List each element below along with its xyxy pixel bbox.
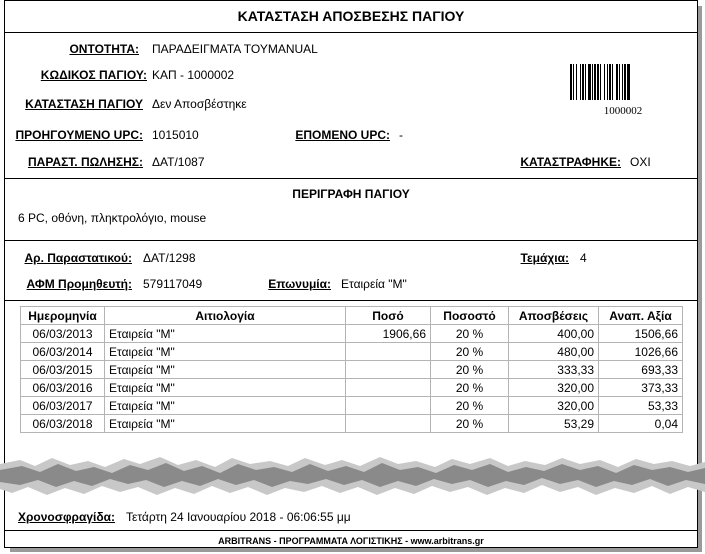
cell-residual: 693,33 (599, 361, 683, 379)
timestamp-label: Χρονοσφραγίδα: (18, 510, 116, 524)
cell-reason: Εταιρεία "Μ" (105, 397, 346, 415)
cell-depreciation: 320,00 (509, 397, 599, 415)
description-text: 6 PC, οθόνη, πληκτρολόγιο, mouse (18, 211, 207, 225)
cell-residual: 0,04 (599, 415, 683, 433)
destroyed-value: ΟΧΙ (630, 155, 651, 169)
cell-residual: 373,33 (599, 379, 683, 397)
cell-percent: 20 % (431, 415, 509, 433)
supplier-name-value: Εταιρεία "Μ" (341, 277, 407, 291)
page-shadow-bottom (10, 548, 702, 552)
sale-doc-label: ΠΑΡΑΣΤ. ΠΩΛΗΣΗΣ: (27, 155, 143, 169)
table-row (21, 379, 683, 397)
column-header-reason: Αιτιολογία (105, 307, 346, 325)
asset-status-label: ΚΑΤΑΣΤΑΣΗ ΠΑΓΙΟΥ (25, 97, 143, 111)
supplier-vat-value: 579117049 (143, 277, 203, 291)
cell-amount: 1906,66 (346, 325, 431, 343)
purchase-divider (4, 300, 698, 301)
cell-reason: Εταιρεία "Μ" (105, 325, 346, 343)
table-row (21, 343, 683, 361)
next-upc-label: ΕΠΟΜΕΝΟ UPC: (295, 128, 390, 142)
cell-amount (346, 397, 431, 415)
cell-depreciation: 320,00 (509, 379, 599, 397)
cell-date: 06/03/2016 (21, 379, 105, 397)
cell-residual: 1026,66 (599, 343, 683, 361)
cell-percent: 20 % (431, 397, 509, 415)
cell-percent: 20 % (431, 325, 509, 343)
cell-reason: Εταιρεία "Μ" (105, 415, 346, 433)
supplier-name-label: Επωνυμία: (268, 277, 331, 291)
next-upc-value: - (399, 128, 403, 142)
depreciation-table (20, 306, 683, 433)
report-title: ΚΑΤΑΣΤΑΣΗ ΑΠΟΣΒΕΣΗΣ ΠΑΓΙΟΥ (237, 8, 465, 24)
cell-date: 06/03/2013 (21, 325, 105, 343)
barcode-number: 1000002 (603, 105, 643, 117)
column-header-depreciation: Αποσβέσεις (509, 307, 599, 325)
description-divider (4, 240, 698, 241)
footer-credit: ARBITRANS - ΠΡΟΓΡΑΜΜΑΤΑ ΛΟΓΙΣΤΙΚΗΣ - www.arbitrans.gr (218, 536, 484, 546)
sale-doc-value: ΔΑΤ/1087 (152, 155, 205, 169)
footer-divider (4, 530, 698, 531)
asset-status-value: Δεν Αποσβέστηκε (152, 97, 247, 111)
barcode-image (568, 64, 678, 100)
cell-amount (346, 361, 431, 379)
cell-depreciation: 400,00 (509, 325, 599, 343)
title-divider (4, 32, 698, 33)
prev-upc-label: ΠΡΟΗΓΟΥΜΕΝΟ UPC: (15, 128, 143, 142)
column-header-amount: Ποσό (346, 307, 431, 325)
cell-amount (346, 343, 431, 361)
cell-depreciation: 53,29 (509, 415, 599, 433)
cell-percent: 20 % (431, 343, 509, 361)
cell-date: 06/03/2018 (21, 415, 105, 433)
cell-date: 06/03/2017 (21, 397, 105, 415)
cell-date: 06/03/2015 (21, 361, 105, 379)
column-header-residual: Αναπ. Αξία (599, 307, 683, 325)
table-row (21, 361, 683, 379)
cell-residual: 53,33 (599, 397, 683, 415)
cell-depreciation: 480,00 (509, 343, 599, 361)
description-heading: ΠΕΡΙΓΡΑΦΗ ΠΑΓΙΟΥ (292, 187, 410, 201)
cell-date: 06/03/2014 (21, 343, 105, 361)
cell-amount (346, 415, 431, 433)
header-divider (4, 178, 698, 179)
torn-page-divider (0, 452, 705, 500)
asset-code-label: ΚΩΔΙΚΟΣ ΠΑΓΙΟΥ: (40, 68, 147, 82)
entity-label: ΟΝΤΟΤΗΤΑ: (69, 42, 139, 56)
cell-reason: Εταιρεία "Μ" (105, 379, 346, 397)
timestamp-value: Τετάρτη 24 Ιανουαρίου 2018 - 06:06:55 μμ (126, 510, 351, 524)
supplier-vat-label: ΑΦΜ Προμηθευτή: (26, 277, 132, 291)
column-header-date: Ημερομηνία (21, 307, 105, 325)
cell-reason: Εταιρεία "Μ" (105, 343, 346, 361)
table-row (21, 415, 683, 433)
quantity-value: 4 (580, 251, 587, 265)
destroyed-label: ΚΑΤΑΣΤΡΑΦΗΚΕ: (520, 155, 621, 169)
cell-reason: Εταιρεία "Μ" (105, 361, 346, 379)
purchase-doc-value: ΔΑΤ/1298 (143, 251, 196, 265)
column-header-percent: Ποσοστό (431, 307, 509, 325)
cell-percent: 20 % (431, 379, 509, 397)
entity-value: ΠΑΡΑΔΕΙΓΜΑΤΑ ΤΟΥMANUAL (152, 42, 318, 56)
cell-percent: 20 % (431, 361, 509, 379)
purchase-doc-label: Αρ. Παραστατικού: (24, 251, 132, 265)
cell-amount (346, 379, 431, 397)
cell-residual: 1506,66 (599, 325, 683, 343)
quantity-label: Τεμάχια: (520, 251, 569, 265)
prev-upc-value: 1015010 (152, 128, 199, 142)
table-row (21, 325, 683, 343)
asset-code-value: ΚΑΠ - 1000002 (152, 68, 235, 82)
cell-depreciation: 333,33 (509, 361, 599, 379)
table-row (21, 397, 683, 415)
table-header-row (21, 307, 683, 325)
